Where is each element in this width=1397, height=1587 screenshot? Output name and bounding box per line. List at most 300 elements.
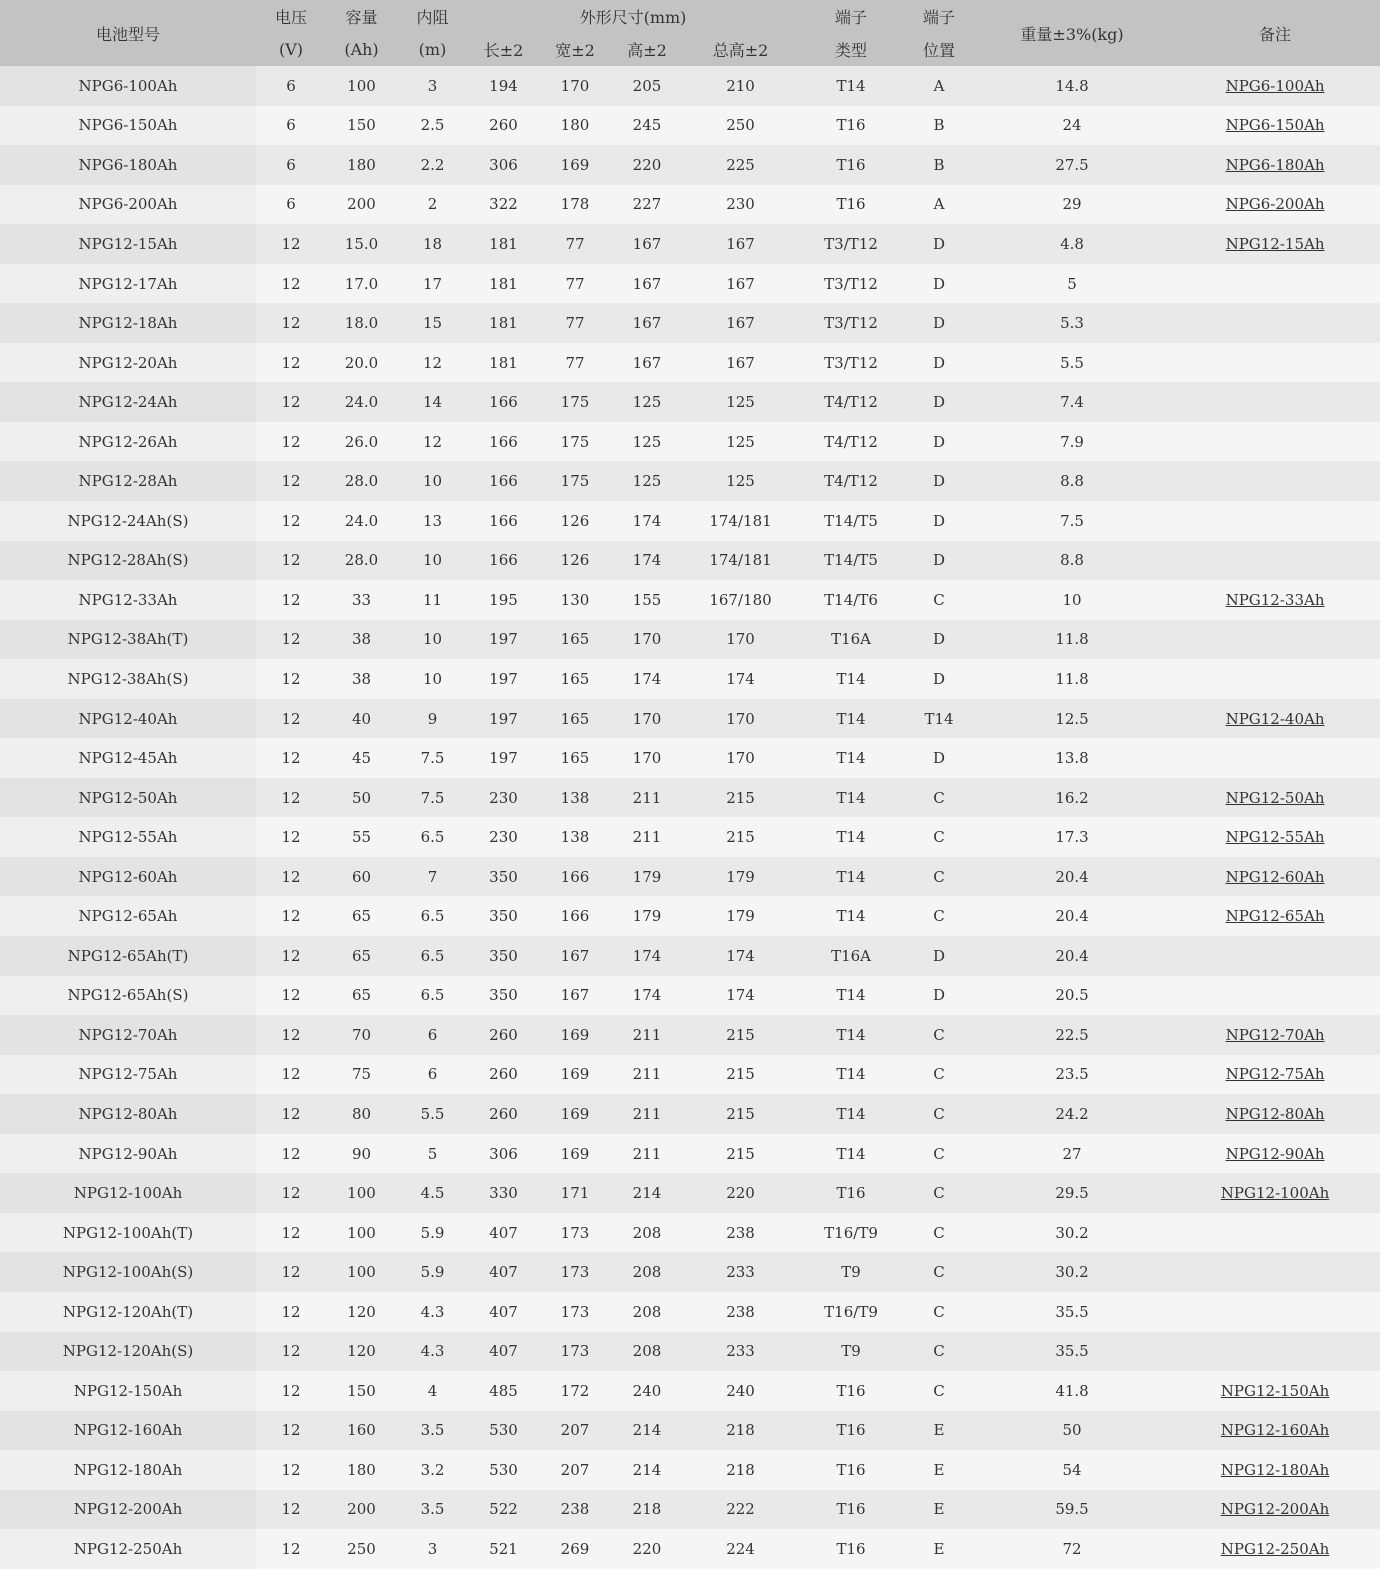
cell-voltage: 12 [256,976,326,1016]
remark-link[interactable]: NPG12-55Ah [1225,828,1325,847]
cell-height: 218 [611,1490,683,1530]
cell-remark [1170,1292,1380,1332]
cell-width: 173 [539,1252,611,1292]
remark-link[interactable]: NPG12-75Ah [1225,1065,1325,1084]
remark-link[interactable]: NPG12-180Ah [1220,1460,1330,1479]
cell-height: 174 [611,541,683,581]
cell-model: NPG12-24Ah [0,382,256,422]
remark-link[interactable]: NPG12-150Ah [1220,1381,1330,1400]
cell-model: NPG12-18Ah [0,303,256,343]
cell-capacity: 38 [326,659,397,699]
cell-width: 180 [539,106,611,146]
cell-weight: 20.4 [974,936,1170,976]
cell-voltage: 12 [256,699,326,739]
cell-height: 208 [611,1213,683,1253]
cell-model: NPG12-45Ah [0,738,256,778]
remark-link[interactable]: NPG6-180Ah [1225,155,1325,174]
cell-height: 208 [611,1332,683,1372]
cell-voltage: 12 [256,738,326,778]
cell-length: 530 [468,1450,539,1490]
cell-terminal-type: T14/T5 [798,501,904,541]
cell-remark [1170,303,1380,343]
cell-width: 169 [539,1094,611,1134]
cell-height: 205 [611,66,683,106]
cell-length: 350 [468,936,539,976]
cell-terminal-pos: D [904,422,974,462]
cell-height: 211 [611,1055,683,1095]
cell-total-height: 125 [683,382,798,422]
cell-terminal-pos: C [904,896,974,936]
cell-capacity: 55 [326,817,397,857]
cell-width: 238 [539,1490,611,1530]
cell-model: NPG12-120Ah(T) [0,1292,256,1332]
cell-length: 260 [468,106,539,146]
cell-height: 125 [611,382,683,422]
cell-weight: 11.8 [974,620,1170,660]
remark-link[interactable]: NPG6-200Ah [1225,195,1325,214]
header-length: 长±2 [468,33,539,66]
cell-remark [1170,896,1380,936]
cell-voltage: 12 [256,422,326,462]
cell-total-height: 167 [683,343,798,383]
remark-link[interactable]: NPG12-200Ah [1220,1500,1330,1519]
cell-weight: 5.3 [974,303,1170,343]
cell-height: 214 [611,1411,683,1451]
cell-resistance: 2 [397,185,468,225]
cell-width: 173 [539,1292,611,1332]
cell-terminal-pos: C [904,1015,974,1055]
cell-length: 181 [468,343,539,383]
cell-terminal-type: T14 [798,1134,904,1174]
cell-capacity: 250 [326,1529,397,1569]
cell-model: NPG12-200Ah [0,1490,256,1530]
table-row [0,1213,1380,1253]
cell-remark [1170,817,1380,857]
cell-terminal-pos: C [904,1371,974,1411]
cell-resistance: 3 [397,66,468,106]
cell-height: 214 [611,1173,683,1213]
cell-weight: 72 [974,1529,1170,1569]
cell-resistance: 10 [397,620,468,660]
cell-model: NPG12-60Ah [0,857,256,897]
cell-weight: 4.8 [974,224,1170,264]
cell-resistance: 4 [397,1371,468,1411]
cell-length: 306 [468,1134,539,1174]
header-height: 高±2 [611,33,683,66]
table-row [0,1015,1380,1055]
header-model: 电池型号 [0,0,256,66]
cell-terminal-pos: D [904,343,974,383]
cell-remark [1170,264,1380,304]
table-row [0,343,1380,383]
cell-weight: 59.5 [974,1490,1170,1530]
cell-height: 211 [611,1094,683,1134]
cell-width: 130 [539,580,611,620]
cell-terminal-pos: D [904,620,974,660]
cell-total-height: 215 [683,1015,798,1055]
cell-weight: 29.5 [974,1173,1170,1213]
cell-model: NPG6-100Ah [0,66,256,106]
cell-model: NPG12-100Ah [0,1173,256,1213]
table-row [0,541,1380,581]
remark-link[interactable]: NPG12-100Ah [1220,1184,1330,1203]
cell-terminal-type: T14 [798,66,904,106]
cell-capacity: 45 [326,738,397,778]
cell-height: 170 [611,620,683,660]
cell-terminal-pos: B [904,145,974,185]
cell-terminal-type: T14/T5 [798,541,904,581]
cell-terminal-pos: D [904,303,974,343]
cell-width: 207 [539,1450,611,1490]
cell-voltage: 12 [256,659,326,699]
remark-link[interactable]: NPG12-33Ah [1225,590,1325,609]
cell-terminal-pos: C [904,1292,974,1332]
remark-link[interactable]: NPG12-80Ah [1225,1104,1325,1123]
cell-height: 211 [611,1015,683,1055]
cell-terminal-type: T16 [798,145,904,185]
header-terminal-type-2: 类型 [798,33,904,66]
remark-link[interactable]: NPG12-60Ah [1225,867,1325,886]
cell-remark [1170,1450,1380,1490]
cell-total-height: 167/180 [683,580,798,620]
cell-resistance: 4.3 [397,1292,468,1332]
cell-terminal-pos: E [904,1411,974,1451]
cell-capacity: 20.0 [326,343,397,383]
cell-total-height: 170 [683,699,798,739]
table-row [0,145,1380,185]
cell-terminal-pos: C [904,857,974,897]
cell-terminal-pos: A [904,185,974,225]
cell-total-height: 167 [683,224,798,264]
cell-terminal-type: T16A [798,936,904,976]
cell-terminal-type: T14 [798,778,904,818]
cell-voltage: 6 [256,106,326,146]
cell-terminal-pos: C [904,1173,974,1213]
cell-voltage: 12 [256,778,326,818]
cell-terminal-pos: C [904,778,974,818]
cell-weight: 7.5 [974,501,1170,541]
remark-link[interactable]: NPG12-50Ah [1225,788,1325,807]
cell-capacity: 100 [326,1252,397,1292]
cell-width: 169 [539,1134,611,1174]
cell-voltage: 12 [256,264,326,304]
cell-width: 170 [539,66,611,106]
cell-total-height: 215 [683,778,798,818]
cell-remark [1170,1094,1380,1134]
cell-length: 181 [468,224,539,264]
cell-terminal-pos: D [904,659,974,699]
table-header [0,0,1380,66]
cell-voltage: 12 [256,1490,326,1530]
cell-remark [1170,1015,1380,1055]
cell-voltage: 12 [256,896,326,936]
cell-terminal-type: T9 [798,1252,904,1292]
cell-height: 211 [611,1134,683,1174]
cell-weight: 20.5 [974,976,1170,1016]
table-row [0,461,1380,501]
cell-length: 521 [468,1529,539,1569]
cell-terminal-type: T16/T9 [798,1213,904,1253]
table-row [0,817,1380,857]
cell-resistance: 7.5 [397,738,468,778]
cell-total-height: 174/181 [683,501,798,541]
cell-height: 220 [611,145,683,185]
cell-voltage: 12 [256,1411,326,1451]
cell-width: 173 [539,1332,611,1372]
cell-resistance: 3.5 [397,1411,468,1451]
cell-terminal-pos: D [904,382,974,422]
cell-voltage: 12 [256,303,326,343]
cell-voltage: 12 [256,1529,326,1569]
cell-weight: 13.8 [974,738,1170,778]
cell-resistance: 6.5 [397,936,468,976]
remark-link[interactable]: NPG12-160Ah [1220,1421,1330,1440]
cell-length: 166 [468,422,539,462]
cell-resistance: 5.5 [397,1094,468,1134]
cell-voltage: 12 [256,461,326,501]
cell-model: NPG12-33Ah [0,580,256,620]
cell-capacity: 160 [326,1411,397,1451]
cell-capacity: 15.0 [326,224,397,264]
cell-model: NPG12-38Ah(T) [0,620,256,660]
cell-height: 174 [611,501,683,541]
cell-voltage: 12 [256,1015,326,1055]
cell-total-height: 125 [683,422,798,462]
cell-voltage: 12 [256,580,326,620]
cell-width: 269 [539,1529,611,1569]
remark-link[interactable]: NPG12-15Ah [1225,234,1325,253]
cell-capacity: 180 [326,145,397,185]
cell-total-height: 125 [683,461,798,501]
cell-model: NPG12-26Ah [0,422,256,462]
cell-resistance: 12 [397,422,468,462]
cell-total-height: 238 [683,1292,798,1332]
header-voltage-unit: (V) [256,33,326,66]
cell-terminal-type: T14/T6 [798,580,904,620]
cell-model: NPG12-38Ah(S) [0,659,256,699]
cell-weight: 8.8 [974,461,1170,501]
header-terminal-position: 端子 [904,0,974,33]
cell-terminal-type: T4/T12 [798,461,904,501]
cell-weight: 17.3 [974,817,1170,857]
header-weight: 重量±3%(kg) [974,0,1170,66]
cell-remark [1170,659,1380,699]
cell-width: 166 [539,857,611,897]
cell-width: 77 [539,303,611,343]
cell-terminal-pos: D [904,224,974,264]
cell-remark [1170,541,1380,581]
table-row [0,738,1380,778]
cell-terminal-type: T4/T12 [798,382,904,422]
cell-width: 169 [539,145,611,185]
cell-model: NPG12-65Ah(T) [0,936,256,976]
cell-weight: 24 [974,106,1170,146]
remark-link[interactable]: NPG12-40Ah [1225,709,1325,728]
cell-resistance: 18 [397,224,468,264]
cell-weight: 30.2 [974,1213,1170,1253]
cell-width: 175 [539,382,611,422]
cell-voltage: 12 [256,620,326,660]
cell-resistance: 5 [397,1134,468,1174]
table-row [0,1292,1380,1332]
cell-model: NPG12-90Ah [0,1134,256,1174]
cell-weight: 14.8 [974,66,1170,106]
cell-capacity: 17.0 [326,264,397,304]
cell-weight: 20.4 [974,896,1170,936]
cell-resistance: 5.9 [397,1213,468,1253]
cell-resistance: 6 [397,1015,468,1055]
cell-voltage: 12 [256,1371,326,1411]
cell-length: 407 [468,1213,539,1253]
cell-terminal-type: T16 [798,106,904,146]
cell-length: 194 [468,66,539,106]
cell-model: NPG12-24Ah(S) [0,501,256,541]
cell-model: NPG12-55Ah [0,817,256,857]
remark-link[interactable]: NPG12-90Ah [1225,1144,1325,1163]
cell-remark [1170,1055,1380,1095]
cell-weight: 54 [974,1450,1170,1490]
cell-width: 166 [539,896,611,936]
header-width: 宽±2 [539,33,611,66]
cell-capacity: 65 [326,936,397,976]
cell-terminal-type: T16A [798,620,904,660]
table-row [0,976,1380,1016]
cell-remark [1170,1213,1380,1253]
cell-length: 166 [468,541,539,581]
cell-capacity: 180 [326,1450,397,1490]
cell-terminal-type: T14 [798,1055,904,1095]
cell-total-height: 233 [683,1332,798,1372]
cell-capacity: 18.0 [326,303,397,343]
cell-remark [1170,976,1380,1016]
cell-width: 77 [539,224,611,264]
cell-terminal-type: T16 [798,1411,904,1451]
cell-length: 260 [468,1094,539,1134]
cell-length: 260 [468,1015,539,1055]
cell-weight: 7.9 [974,422,1170,462]
table-row [0,1173,1380,1213]
cell-remark [1170,580,1380,620]
table-row [0,1411,1380,1451]
cell-resistance: 2.2 [397,145,468,185]
cell-total-height: 174 [683,976,798,1016]
cell-model: NPG12-17Ah [0,264,256,304]
cell-model: NPG12-20Ah [0,343,256,383]
cell-length: 522 [468,1490,539,1530]
cell-weight: 41.8 [974,1371,1170,1411]
cell-terminal-type: T16 [798,185,904,225]
cell-model: NPG6-200Ah [0,185,256,225]
cell-total-height: 167 [683,303,798,343]
cell-model: NPG12-160Ah [0,1411,256,1451]
cell-length: 230 [468,817,539,857]
cell-width: 77 [539,264,611,304]
cell-terminal-pos: D [904,264,974,304]
cell-height: 174 [611,976,683,1016]
cell-capacity: 24.0 [326,501,397,541]
cell-capacity: 50 [326,778,397,818]
cell-weight: 7.4 [974,382,1170,422]
header-capacity-unit: (Ah) [326,33,397,66]
cell-terminal-type: T14 [798,659,904,699]
cell-terminal-pos: B [904,106,974,146]
remark-link[interactable]: NPG12-65Ah [1225,907,1325,926]
cell-capacity: 150 [326,106,397,146]
cell-model: NPG12-100Ah(T) [0,1213,256,1253]
cell-remark [1170,1134,1380,1174]
cell-length: 407 [468,1332,539,1372]
cell-model: NPG12-50Ah [0,778,256,818]
cell-resistance: 9 [397,699,468,739]
cell-length: 197 [468,620,539,660]
cell-weight: 30.2 [974,1252,1170,1292]
cell-voltage: 12 [256,1450,326,1490]
cell-remark [1170,857,1380,897]
cell-terminal-pos: C [904,1094,974,1134]
cell-width: 126 [539,541,611,581]
cell-total-height: 215 [683,1094,798,1134]
cell-capacity: 70 [326,1015,397,1055]
cell-model: NPG12-80Ah [0,1094,256,1134]
cell-width: 167 [539,936,611,976]
cell-total-height: 170 [683,620,798,660]
cell-resistance: 13 [397,501,468,541]
cell-model: NPG12-28Ah [0,461,256,501]
cell-total-height: 215 [683,817,798,857]
cell-width: 138 [539,778,611,818]
remark-link[interactable]: NPG12-250Ah [1220,1540,1330,1558]
cell-remark [1170,422,1380,462]
header-row-1 [0,0,1380,33]
cell-total-height: 210 [683,66,798,106]
table-row [0,1094,1380,1134]
header-capacity: 容量 [326,0,397,33]
header-resistance-unit: (m) [397,33,468,66]
remark-link[interactable]: NPG12-70Ah [1225,1025,1325,1044]
table-row [0,66,1380,106]
cell-model: NPG12-150Ah [0,1371,256,1411]
cell-model: NPG6-150Ah [0,106,256,146]
cell-total-height: 179 [683,857,798,897]
cell-resistance: 14 [397,382,468,422]
cell-width: 167 [539,976,611,1016]
cell-resistance: 3.5 [397,1490,468,1530]
cell-terminal-pos: C [904,817,974,857]
remark-link[interactable]: NPG6-100Ah [1225,76,1325,95]
remark-link[interactable]: NPG6-150Ah [1225,116,1325,135]
cell-terminal-type: T14 [798,1015,904,1055]
cell-total-height: 238 [683,1213,798,1253]
cell-voltage: 6 [256,185,326,225]
cell-voltage: 12 [256,936,326,976]
cell-length: 322 [468,185,539,225]
cell-length: 330 [468,1173,539,1213]
cell-remark [1170,145,1380,185]
cell-height: 211 [611,778,683,818]
cell-terminal-type: T3/T12 [798,264,904,304]
cell-terminal-type: T16 [798,1450,904,1490]
cell-total-height: 230 [683,185,798,225]
cell-terminal-pos: C [904,1213,974,1253]
cell-height: 179 [611,896,683,936]
cell-resistance: 10 [397,659,468,699]
cell-total-height: 174/181 [683,541,798,581]
cell-length: 181 [468,303,539,343]
table-row [0,1371,1380,1411]
cell-model: NPG6-180Ah [0,145,256,185]
cell-voltage: 6 [256,145,326,185]
cell-voltage: 12 [256,1252,326,1292]
